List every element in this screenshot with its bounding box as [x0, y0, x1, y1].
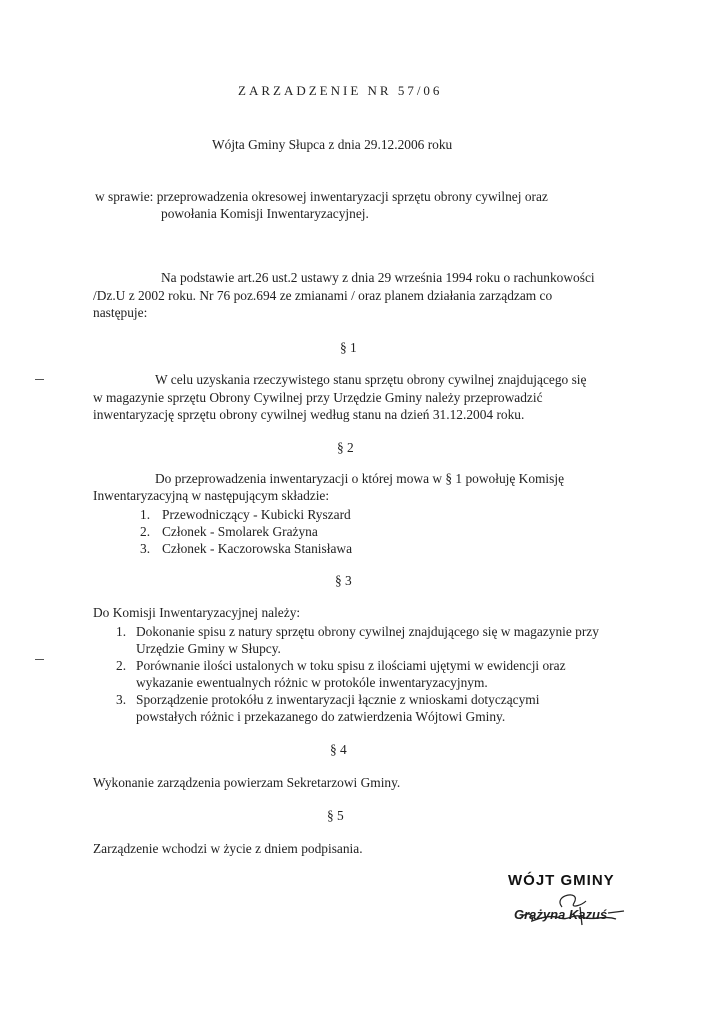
section2-line-2: Inwentaryzacyjną w następującym składzie: — [93, 488, 330, 503]
duty-line: powstałych różnic i przekazanego do zatwierdzenia Wójtowi Gminy. — [136, 709, 506, 724]
duty-number: 1. — [116, 624, 127, 639]
subject-line-1: w sprawie: przeprowadzenia okresowej inwentaryzacji sprzętu obrony cywilnej oraz — [95, 189, 548, 204]
duty-line: wykazanie ewentualnych różnic w protokóle inwentaryzacyjnym. — [136, 675, 488, 690]
preamble-line-3: następuje: — [93, 305, 148, 320]
duty-line: Urzędzie Gminy w Słupcy. — [136, 641, 281, 656]
section4-text: Wykonanie zarządzenia powierzam Sekretarzowi Gminy. — [93, 775, 401, 790]
signature-title: WÓJT GMINY — [508, 872, 615, 889]
member-entry: Członek - Kaczorowska Stanisława — [162, 541, 353, 556]
duty-number: 2. — [116, 658, 127, 673]
preamble-line-2: /Dz.U z 2002 roku. Nr 76 poz.694 ze zmianami / oraz planem działania zarządzam co — [93, 288, 553, 303]
section5-heading: § 5 — [327, 808, 344, 823]
section2-line-1: Do przeprowadzenia inwentaryzacji o której mowa w § 1 powołuję Komisję — [155, 471, 565, 486]
section1-line-3: inwentaryzację sprzętu obrony cywilnej według stanu na dzień 31.12.2004 roku. — [93, 407, 525, 422]
member-number: 2. — [140, 524, 151, 539]
member-entry: Członek - Smolarek Grażyna — [162, 524, 318, 539]
section4-heading: § 4 — [330, 742, 347, 757]
preamble-line-1: Na podstawie art.26 ust.2 ustawy z dnia 29 września 1994 roku o rachunkowości — [161, 270, 595, 285]
section3-heading: § 3 — [335, 573, 352, 588]
subject-line-2: powołania Komisji Inwentaryzacyjnej. — [161, 206, 369, 221]
section1-heading: § 1 — [340, 340, 357, 355]
section1-line-1: W celu uzyskania rzeczywistego stanu sprzętu obrony cywilnej znajdującego się — [155, 372, 587, 387]
document-title: ZARZADZENIE NR 57/06 — [238, 83, 443, 98]
member-number: 1. — [140, 507, 151, 522]
section3-intro: Do Komisji Inwentaryzacyjnej należy: — [93, 605, 301, 620]
signature-name: Grażyna Kazuś — [514, 907, 608, 922]
member-entry: Przewodniczący - Kubicki Ryszard — [162, 507, 351, 522]
duty-line: Dokonanie spisu z natury sprzętu obrony cywilnej znajdującego się w magazynie przy — [136, 624, 599, 639]
duty-number: 3. — [116, 692, 127, 707]
section2-heading: § 2 — [337, 440, 354, 455]
margin-mark — [35, 659, 44, 660]
issuer-line: Wójta Gminy Słupca z dnia 29.12.2006 roku — [212, 137, 453, 152]
duty-line: Porównanie ilości ustalonych w toku spisu z ilościami ujętymi w ewidencji oraz — [136, 658, 566, 673]
section5-text: Zarządzenie wchodzi w życie z dniem podpisania. — [93, 841, 363, 856]
margin-mark — [35, 379, 44, 380]
section1-line-2: w magazynie sprzętu Obrony Cywilnej przy Urzędzie Gminy należy przeprowadzić — [93, 390, 543, 405]
member-number: 3. — [140, 541, 151, 556]
duty-line: Sporządzenie protokółu z inwentaryzacji łącznie z wnioskami dotyczącymi — [136, 692, 540, 707]
